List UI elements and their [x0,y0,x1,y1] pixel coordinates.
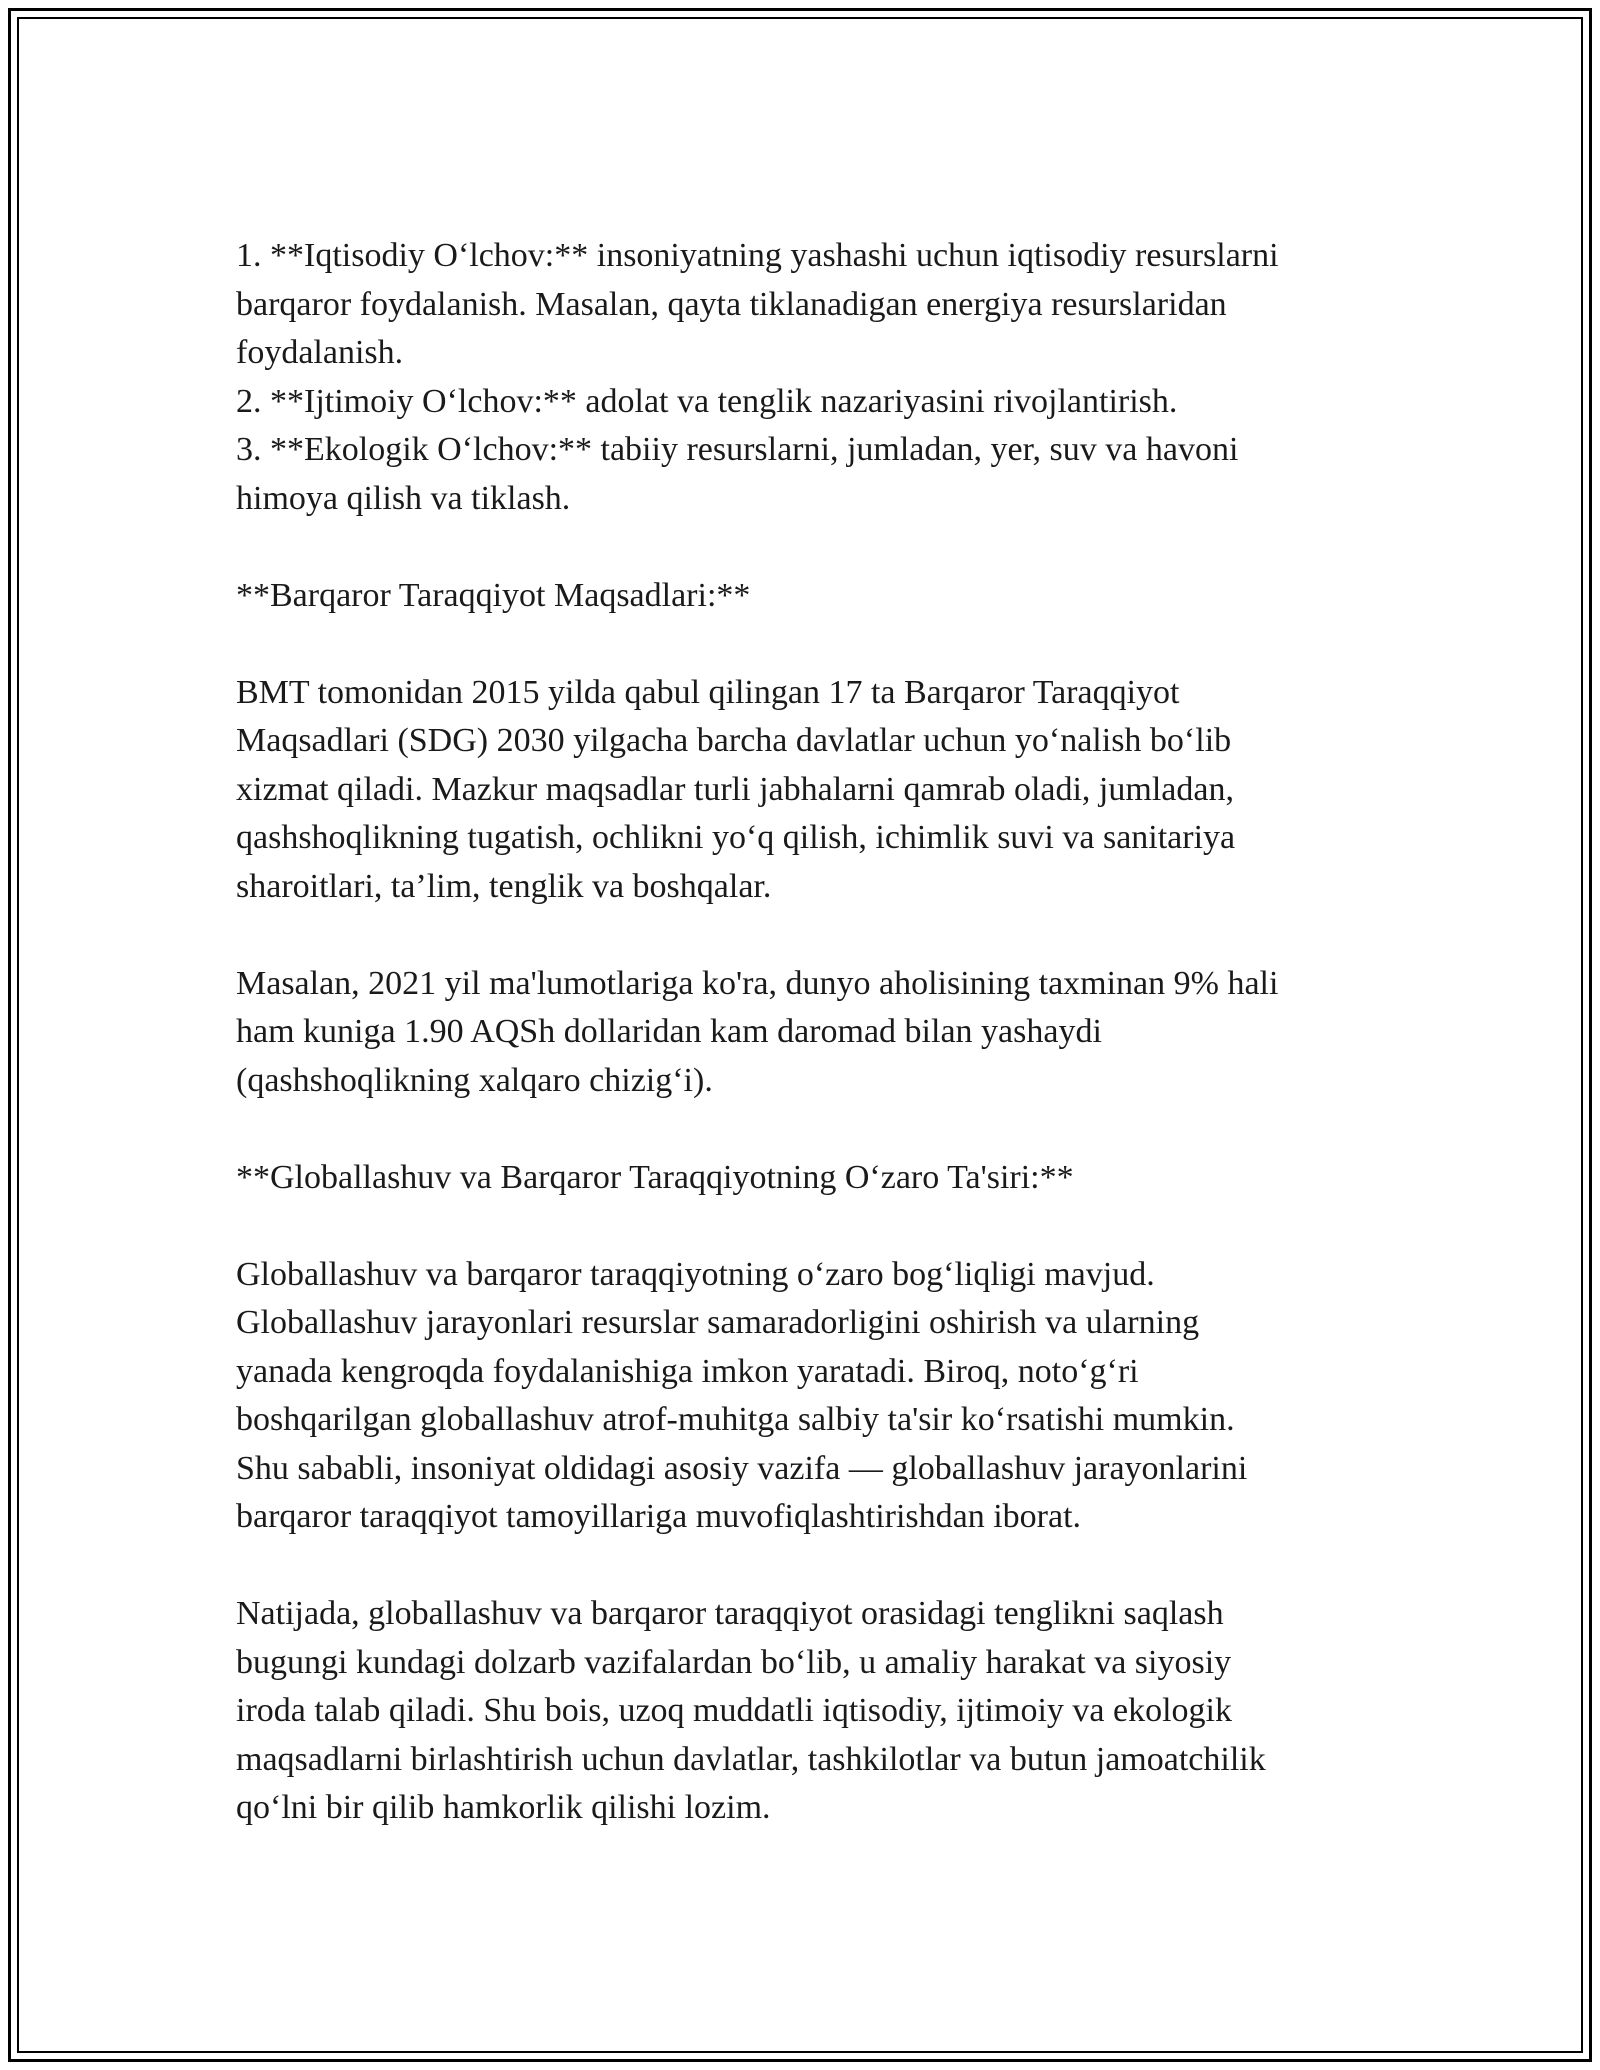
text-line: himoya qilish va tiklash. [236,479,571,517]
text-line: Shu sababli, insoniyat oldidagi asosiy vazifa — globallashuv jarayonlarini [236,1449,1248,1487]
list-item-social [236,378,1376,427]
text-line: iroda talab qiladi. Shu bois, uzoq muddatli iqtisodiy, ijtimoiy va ekologik [236,1692,1232,1729]
text-line: Globallashuv jarayonlari resurslar samaradorligini oshirish va ularning [236,1304,1200,1341]
paragraph-gap [236,523,1376,572]
list-item-economic [236,232,1376,378]
text-line: BMT tomonidan 2015 yilda qabul qilingan 17 ta Barqaror Taraqqiyot [236,673,1180,711]
text-line: 3. **Ekologik O‘lchov:** tabiiy resurslarni, jumladan, yer, suv va havoni [236,431,1239,468]
section-heading-globalization: **Globallashuv va Barqaror Taraqqiyotning O‘zaro Ta'siri:** [236,1158,1074,1196]
text-line: maqsadlarni birlashtirish uchun davlatlar, tashkilotlar va butun jamoatchilik [236,1740,1266,1778]
paragraph-gap [236,620,1376,669]
text-line: ham kuniga 1.90 AQSh dollaridan kam daromad bilan yashaydi [236,1013,1102,1050]
paragraph-gap [236,911,1376,960]
paragraph-sdg [236,669,1376,912]
paragraph-gap [236,1202,1376,1251]
text-line: Natijada, globallashuv va barqaror taraqqiyot orasidagi tenglikni saqlash [236,1595,1224,1632]
text-line: (qashshoqlikning xalqaro chizig‘i). [236,1061,713,1099]
text-line: Globallashuv va barqaror taraqqiyotning o‘zaro bog‘liqligi mavjud. [236,1255,1155,1293]
text-line: barqaror foydalanish. Masalan, qayta tiklanadigan energiya resurslaridan [236,285,1227,323]
section-heading-sdg: **Barqaror Taraqqiyot Maqsadlari:** [236,576,751,614]
paragraph-gap [236,1105,1376,1154]
list-item-ecological [236,426,1376,523]
text-line: Masalan, 2021 yil ma'lumotlariga ko'ra, dunyo aholisining taxminan 9% hali [236,964,1279,1002]
document-body [236,232,1376,1833]
text-line: sharoitlari, ta’lim, tenglik va boshqalar. [236,867,772,905]
paragraph-poverty [236,960,1376,1106]
text-line: 1. **Iqtisodiy O‘lchov:** insoniyatning yashashi uchun iqtisodiy resurslarni [236,237,1279,274]
paragraph-gap [236,1542,1376,1591]
paragraph-globalization [236,1251,1376,1542]
text-line: qashshoqlikning tugatish, ochlikni yo‘q qilish, ichimlik suvi va sanitariya [236,819,1236,856]
text-line: foydalanish. [236,334,404,371]
text-line: yanada kengroqda foydalanishiga imkon yaratadi. Biroq, noto‘g‘ri [236,1352,1139,1390]
text-line: qo‘lni bir qilib hamkorlik qilishi lozim. [236,1789,771,1826]
text-line: bugungi kundagi dolzarb vazifalardan bo‘lib, u amaliy harakat va siyosiy [236,1643,1232,1681]
text-line: boshqarilgan globallashuv atrof-muhitga salbiy ta'sir ko‘rsatishi mumkin. [236,1401,1235,1438]
text-line: Maqsadlari (SDG) 2030 yilgacha barcha davlatlar uchun yo‘nalish bo‘lib [236,722,1232,759]
text-line: barqaror taraqqiyot tamoyillariga muvofiqlashtirishdan iborat. [236,1498,1082,1535]
paragraph-conclusion [236,1590,1376,1833]
text-line: xizmat qiladi. Mazkur maqsadlar turli jabhalarni qamrab oladi, jumladan, [236,770,1234,808]
text-line: 2. **Ijtimoiy O‘lchov:** adolat va tenglik nazariyasini rivojlantirish. [236,382,1178,420]
